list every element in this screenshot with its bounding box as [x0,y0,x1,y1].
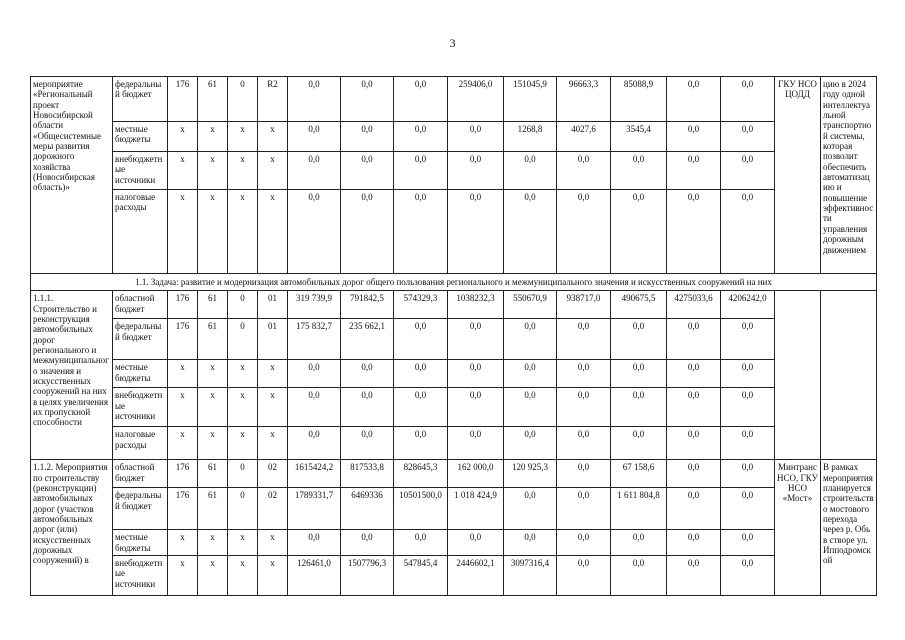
value-cell: 235 662,1 [341,319,394,360]
value-cell: 0,0 [288,360,341,388]
value-cell: 0,0 [611,319,667,360]
value-cell: 1 611 804,8 [611,488,667,530]
value-cell: 0,0 [288,427,341,460]
value-cell: 0,0 [394,319,448,360]
code-cell: 02 [258,488,288,530]
code-cell: x [258,152,288,190]
value-cell: 0,0 [611,427,667,460]
value-cell: 0,0 [448,319,504,360]
code-cell: 0 [228,319,258,360]
value-cell: 0,0 [448,530,504,556]
code-cell: x [198,556,228,596]
funding-source: налоговые расходы [113,190,168,274]
value-cell: 0,0 [557,152,611,190]
value-cell: 0,0 [557,460,611,488]
value-cell: 0,0 [394,360,448,388]
value-cell: 817533,8 [341,460,394,488]
value-cell: 0,0 [341,360,394,388]
value-cell: 0,0 [341,427,394,460]
value-cell: 67 158,6 [611,460,667,488]
funding-source: федеральный бюджет [113,77,168,122]
value-cell: 938717,0 [557,291,611,319]
value-cell: 0,0 [448,190,504,274]
value-cell: 0,0 [288,530,341,556]
code-cell: x [258,388,288,427]
value-cell: 0,0 [721,460,775,488]
code-cell: x [168,190,198,274]
value-cell: 0,0 [557,556,611,596]
value-cell: 0,0 [557,530,611,556]
value-cell: 0,0 [721,77,775,122]
table-row [31,427,877,460]
code-cell: 61 [198,488,228,530]
value-cell: 0,0 [667,152,721,190]
value-cell: 3097316,4 [504,556,557,596]
value-cell: 0,0 [341,122,394,152]
value-cell: 0,0 [557,388,611,427]
expected-result: В рамках мероприятия планируется строительство мостового перехода через р. Обь в створе ул. Ипподромской [821,460,877,596]
value-cell: 1 018 424,9 [448,488,504,530]
value-cell: 0,0 [667,360,721,388]
value-cell: 0,0 [667,488,721,530]
table-row [31,530,877,556]
value-cell: 0,0 [504,488,557,530]
value-cell: 4027,6 [557,122,611,152]
code-cell: 176 [168,77,198,122]
value-cell: 0,0 [667,556,721,596]
value-cell: 0,0 [341,388,394,427]
funding-source: внебюджетные источники [113,388,168,427]
code-cell: x [198,122,228,152]
value-cell: 0,0 [721,122,775,152]
funding-source: внебюджетные источники [113,152,168,190]
code-cell: x [228,427,258,460]
measure-name: мероприятие «Региональный проект Новосибирской области «Общесистемные меры развития дорожного хозяйства (Новосибирская область)» [31,77,113,274]
expected-result [821,291,877,460]
code-cell: x [198,152,228,190]
value-cell: 0,0 [504,319,557,360]
code-cell: 61 [198,460,228,488]
funding-source: налоговые расходы [113,427,168,460]
value-cell: 0,0 [288,122,341,152]
funding-source: областной бюджет [113,460,168,488]
value-cell: 0,0 [611,556,667,596]
code-cell: 0 [228,488,258,530]
value-cell: 0,0 [504,530,557,556]
value-cell: 0,0 [288,77,341,122]
value-cell: 0,0 [721,427,775,460]
value-cell: 2446602,1 [448,556,504,596]
funding-source: местные бюджеты [113,122,168,152]
task-heading: 1.1. Задача: развитие и модернизация автомобильных дорог общего пользования регионального и межмуниципального значения и искусственных сооружений на них [31,274,877,291]
code-cell: x [258,556,288,596]
table-row [31,360,877,388]
code-cell: 02 [258,460,288,488]
funding-source: федеральный бюджет [113,488,168,530]
value-cell: 6469336 [341,488,394,530]
value-cell: 162 000,0 [448,460,504,488]
value-cell: 0,0 [721,319,775,360]
value-cell: 0,0 [721,388,775,427]
code-cell: x [168,556,198,596]
value-cell: 547845,4 [394,556,448,596]
responsible-executor: Минтранс НСО, ГКУ НСО «Мост» [775,460,821,596]
value-cell: 0,0 [504,427,557,460]
value-cell: 0,0 [341,190,394,274]
table-row [31,190,877,274]
funding-source: внебюджетные источники [113,556,168,596]
value-cell: 0,0 [667,77,721,122]
code-cell: 0 [228,77,258,122]
value-cell: 120 925,3 [504,460,557,488]
code-cell: 0 [228,291,258,319]
table-row [31,319,877,360]
value-cell: 574329,3 [394,291,448,319]
value-cell: 0,0 [611,530,667,556]
value-cell: 0,0 [557,190,611,274]
code-cell: x [228,190,258,274]
code-cell: x [258,427,288,460]
value-cell: 4275033,6 [667,291,721,319]
code-cell: x [228,360,258,388]
code-cell: x [228,556,258,596]
value-cell: 0,0 [667,388,721,427]
table-row [31,77,877,122]
value-cell: 0,0 [288,190,341,274]
value-cell: 0,0 [394,152,448,190]
code-cell: x [198,530,228,556]
value-cell: 1507796,3 [341,556,394,596]
value-cell: 0,0 [341,530,394,556]
value-cell: 0,0 [504,190,557,274]
value-cell: 10501500,0 [394,488,448,530]
value-cell: 0,0 [611,152,667,190]
value-cell: 0,0 [667,530,721,556]
code-cell: x [168,152,198,190]
value-cell: 0,0 [611,388,667,427]
funding-source: местные бюджеты [113,360,168,388]
code-cell: 176 [168,291,198,319]
value-cell: 0,0 [448,152,504,190]
code-cell: x [228,122,258,152]
page-number: 3 [449,36,456,50]
code-cell: x [228,152,258,190]
value-cell: 791842,5 [341,291,394,319]
value-cell: 0,0 [448,122,504,152]
code-cell: 61 [198,291,228,319]
value-cell: 175 832,7 [288,319,341,360]
code-cell: x [258,530,288,556]
table-row [31,488,877,530]
value-cell: 0,0 [448,388,504,427]
value-cell: 0,0 [341,152,394,190]
code-cell: x [258,190,288,274]
value-cell: 828645,3 [394,460,448,488]
value-cell: 0,0 [667,190,721,274]
value-cell: 0,0 [448,360,504,388]
value-cell: 0,0 [667,319,721,360]
value-cell: 0,0 [557,319,611,360]
code-cell: 176 [168,460,198,488]
value-cell: 0,0 [721,152,775,190]
value-cell: 0,0 [557,360,611,388]
code-cell: 0 [228,460,258,488]
value-cell: 319 739,9 [288,291,341,319]
responsible-executor [775,291,821,460]
code-cell: 01 [258,319,288,360]
value-cell: 126461,0 [288,556,341,596]
value-cell: 0,0 [341,77,394,122]
value-cell: 0,0 [288,152,341,190]
code-cell: 176 [168,319,198,360]
code-cell: x [168,122,198,152]
table-row [31,556,877,596]
value-cell: 0,0 [721,360,775,388]
table-row [31,388,877,427]
code-cell: x [198,190,228,274]
value-cell: 1038232,3 [448,291,504,319]
value-cell: 490675,5 [611,291,667,319]
value-cell: 0,0 [721,556,775,596]
value-cell: 0,0 [611,190,667,274]
value-cell: 0,0 [394,427,448,460]
value-cell: 0,0 [448,427,504,460]
expected-result: цию в 2024 году одной интеллектуальной транспортной системы, которая позволит обеспечить автоматизацию и повышение эффективности управления дорожным движением [821,77,877,274]
responsible-executor: ГКУ НСО ЦОДД [775,77,821,274]
value-cell: 259406,0 [448,77,504,122]
code-cell: 61 [198,77,228,122]
code-cell: x [198,388,228,427]
value-cell: 0,0 [611,360,667,388]
code-cell: x [258,122,288,152]
value-cell: 1615424,2 [288,460,341,488]
value-cell: 0,0 [721,488,775,530]
value-cell: 0,0 [667,427,721,460]
value-cell: 1789331,7 [288,488,341,530]
budget-table [30,76,877,596]
value-cell: 0,0 [667,122,721,152]
code-cell: x [198,360,228,388]
value-cell: 550670,9 [504,291,557,319]
funding-source: областной бюджет [113,291,168,319]
code-cell: 61 [198,319,228,360]
measure-name: 1.1.2. Мероприятия по строительству (реконструкции) автомобильных дорог (участков автомобильных дорог (или) искусственных дорожных сооружений) в [31,460,113,596]
code-cell: x [228,530,258,556]
code-cell: x [168,388,198,427]
value-cell: 3545,4 [611,122,667,152]
measure-name: 1.1.1. Строительство и реконструкция автомобильных дорог регионального и межмуниципального значения и искусственных сооружений на них в целях увеличения их пропускной способности [31,291,113,460]
code-cell: x [168,360,198,388]
table-row [31,122,877,152]
value-cell: 0,0 [288,388,341,427]
code-cell: 01 [258,291,288,319]
value-cell: 0,0 [394,388,448,427]
value-cell: 0,0 [667,460,721,488]
value-cell: 0,0 [504,152,557,190]
table-row [31,291,877,319]
value-cell: 96663,3 [557,77,611,122]
code-cell: x [258,360,288,388]
value-cell: 0,0 [504,388,557,427]
value-cell: 0,0 [394,190,448,274]
code-cell: x [168,427,198,460]
value-cell: 0,0 [721,530,775,556]
value-cell: 0,0 [721,190,775,274]
value-cell: 1268,8 [504,122,557,152]
value-cell: 0,0 [394,77,448,122]
value-cell: 0,0 [504,360,557,388]
value-cell: 0,0 [557,488,611,530]
value-cell: 151045,9 [504,77,557,122]
code-cell: x [228,388,258,427]
code-cell: 176 [168,488,198,530]
code-cell: x [168,530,198,556]
value-cell: 85088,9 [611,77,667,122]
table-row [31,460,877,488]
funding-source: местные бюджеты [113,530,168,556]
task-heading-row [31,274,877,291]
value-cell: 0,0 [394,122,448,152]
code-cell: x [198,427,228,460]
value-cell: 4206242,0 [721,291,775,319]
funding-source: федеральный бюджет [113,319,168,360]
table-row [31,152,877,190]
value-cell: 0,0 [394,530,448,556]
value-cell: 0,0 [557,427,611,460]
code-cell: R2 [258,77,288,122]
